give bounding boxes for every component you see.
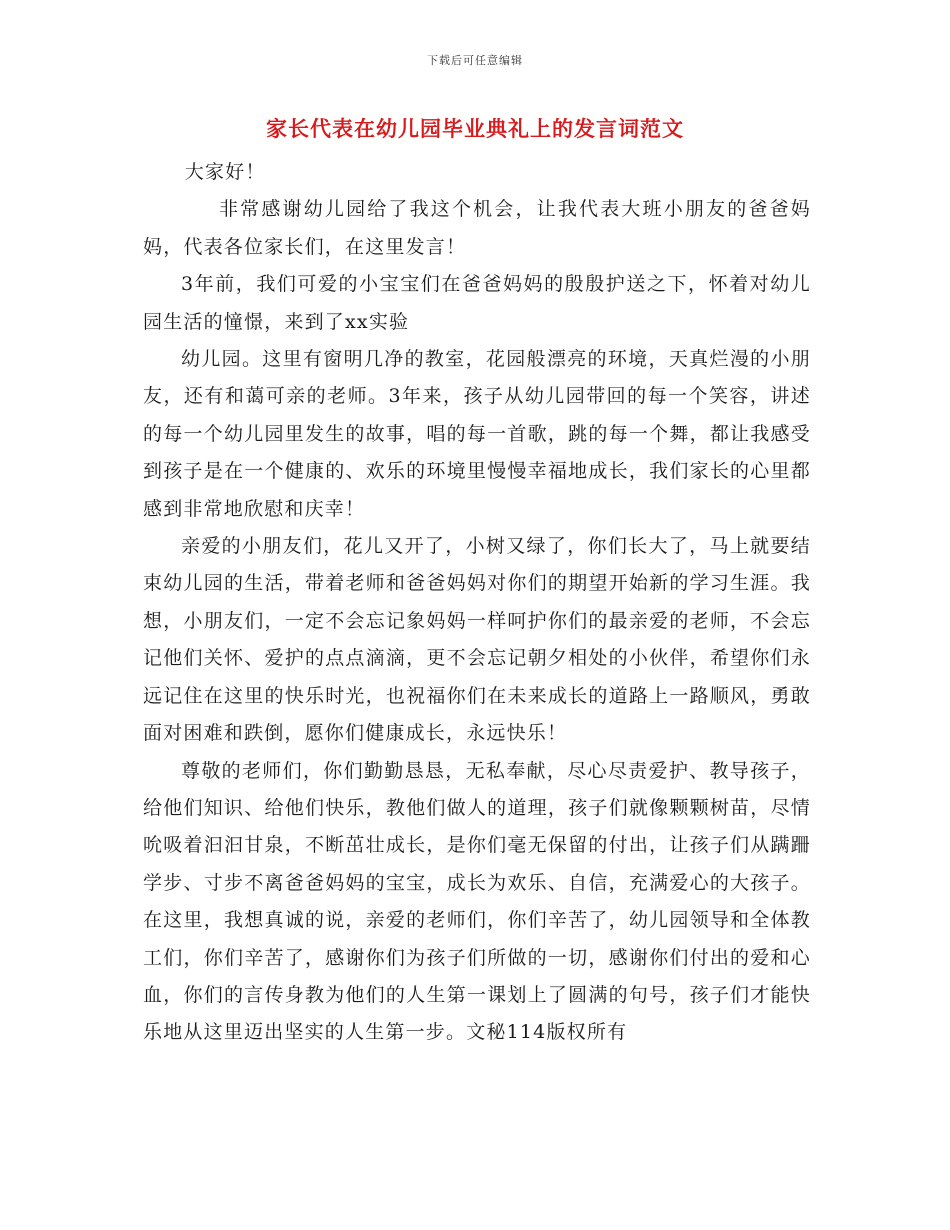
paragraph-to-children: 亲爱的小朋友们，花儿又开了，小树又绿了，你们长大了，马上就要结束幼儿园的生活，带着老师和爸爸妈妈对你们的期望开始新的学习生涯。我想，小朋友们，一定不会忘记象妈妈一样呵护你们的最亲爱的老师，不会忘记他们关怀、爱护的点点滴滴，更不会忘记朝夕相处的小伙伴，希望你们永远记住在这里的快乐时光，也祝福你们在未来成长的道路上一路顺风，勇敢面对困难和跌倒，愿你们健康成长，永远快乐！	[143, 535, 811, 745]
document-body	[143, 154, 811, 1052]
paragraph-to-teachers: 尊敬的老师们，你们勤勤恳恳，无私奉献，尽心尽责爱护、教导孩子，给他们知识、给他们快乐，教他们做人的道理，孩子们就像颗颗树苗，尽情吮吸着汩汩甘泉，不断茁壮成长，是你们毫无保留的付出，让孩子们从蹒跚学步、寸步不离爸爸妈妈的宝宝，成长为欢乐、自信，充满爱心的大孩子。在这里，我想真诚的说，亲爱的老师们，你们辛苦了，幼儿园领导和全体教工们，你们辛苦了，感谢你们为孩子们所做的一切，感谢你们付出的爱和心血，你们的言传身教为他们的人生第一课划上了圆满的句号，孩子们才能快乐地从这里迈出坚实的人生第一步。文秘114版权所有	[143, 759, 811, 1044]
page-header-note: 下载后可任意编辑	[427, 54, 523, 67]
document-title: 家长代表在幼儿园毕业典礼上的发言词范文	[266, 116, 684, 141]
paragraph-kindergarten: 幼儿园。这里有窗明几净的教室，花园般漂亮的环境，天真烂漫的小朋友，还有和蔼可亲的老师。3年来，孩子从幼儿园带回的每一个笑容，讲述的每一个幼儿园里发生的故事，唱的每一首歌，跳的每一个舞，都让我感受到孩子是在一个健康的、欢乐的环境里慢慢幸福地成长，我们家长的心里都感到非常地欣慰和庆幸！	[143, 348, 811, 520]
paragraph-greeting: 大家好！	[184, 161, 266, 183]
paragraph-three-years-ago: 3年前，我们可爱的小宝宝们在爸爸妈妈的殷殷护送之下，怀着对幼儿园生活的憧憬，来到了xx实验	[143, 273, 811, 333]
paragraph-thanks: 非常感谢幼儿园给了我这个机会，让我代表大班小朋友的爸爸妈妈，代表各位家长们，在这里发言！	[143, 198, 811, 258]
